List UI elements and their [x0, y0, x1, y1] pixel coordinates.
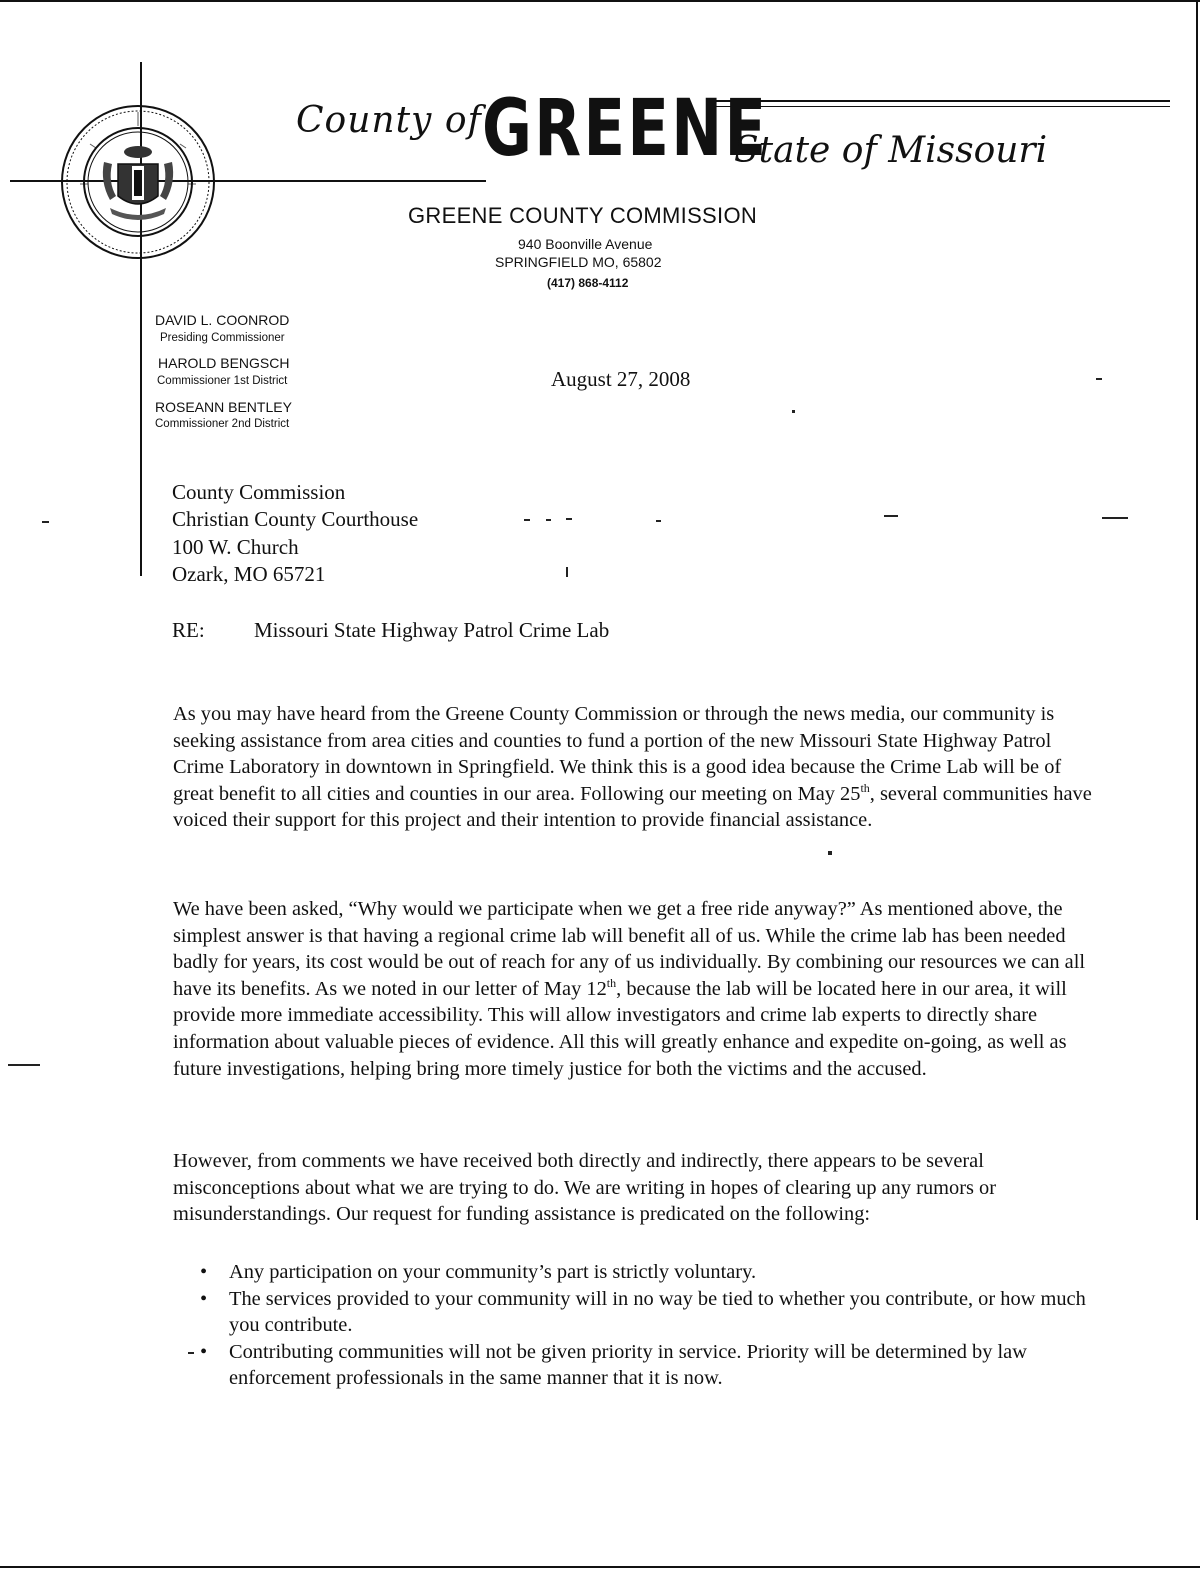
- letterhead-horizontal-rule-right-top: [706, 100, 1170, 102]
- scan-speck: [188, 1352, 194, 1354]
- list-item: • Contributing communities will not be given priority in service. Priority will be determined by law enforcement professionals in the same manner that it is now.: [200, 1340, 1027, 1390]
- bullet-icon: •: [200, 1287, 208, 1310]
- scan-speck: [792, 410, 795, 413]
- recipient-line: 100 W. Church: [172, 535, 299, 559]
- scan-speck: [566, 518, 572, 520]
- address-street: 940 Boonville Avenue: [518, 236, 653, 252]
- letter-date: August 27, 2008: [551, 367, 691, 391]
- list-item: • The services provided to your community will in no way be tied to whether you contribute, or how much you contribute.: [200, 1287, 1086, 1337]
- county-name-logo: GREENE: [482, 84, 769, 174]
- letterhead-horizontal-rule-right-bottom: [706, 106, 1170, 107]
- scan-speck: [524, 519, 530, 521]
- body-paragraph: As you may have heard from the Greene County Commission or through the news media, our community is seeking assistance from area cities and counties to fund a portion of the new Missouri State Highway Patrol Crime Laboratory in downtown in Springfield. We think this is a good idea because the Crime Lab will be of great benefit to all cities and counties in our area. Following our meeting on May 25th, several communities have voiced their support for this project and their intention to provide financial assistance.: [173, 703, 1092, 832]
- state-of-missouri-script: State of Missouri: [734, 130, 1048, 171]
- commissioner-title: Commissioner 1st District: [157, 375, 288, 387]
- bullet-icon: •: [200, 1261, 208, 1283]
- commissioner-name: HAROLD BENGSCH: [158, 355, 290, 371]
- address-city: SPRINGFIELD MO, 65802: [495, 254, 662, 270]
- subject-line: [172, 618, 609, 643]
- bottom-border-line: [0, 1566, 1200, 1568]
- recipient-line: Ozark, MO 65721: [172, 562, 326, 586]
- scan-speck: [1102, 517, 1128, 519]
- list-item: • Any participation on your community’s part is strictly voluntary.: [200, 1259, 1100, 1286]
- commissioner-title: Commissioner 2nd District: [155, 418, 290, 430]
- scan-speck: [656, 520, 661, 522]
- subject-text: Missouri State Highway Patrol Crime Lab: [254, 618, 610, 642]
- body-paragraph: However, from comments we have received both directly and indirectly, there appears to be several misconceptions about what we are trying to do. We are writing in hopes of clearing up any rumors or misunderstandings. Our request for funding assistance is predicated on the following:: [173, 1150, 997, 1226]
- right-border-line: [1196, 0, 1198, 1220]
- commission-title: GREENE COUNTY COMMISSION: [408, 203, 758, 228]
- bullet-icon: •: [200, 1340, 208, 1363]
- body-paragraph: We have been asked, “Why would we participate when we get a free ride anyway?” As mentioned above, the simplest answer is that having a regional crime lab will benefit all of us. While the crime lab has been needed badly for years, its cost would be out of reach for any of us individually. By combining our resources we can all have its benefits. As we noted in our letter of May 12th, because the lab will be located here in our area, it will provide more immediate accessibility. This will allow investigators and crime lab experts to directly share information about valuable pieces of evidence. All this will greatly enhance and expedite on-going, as well as future investigations, helping bring more timely justice for both the victims and the accused.: [173, 898, 1086, 1080]
- recipient-line: Christian County Courthouse: [172, 507, 419, 531]
- top-border-line: [0, 0, 1200, 2]
- commissioner-name: ROSEANN BENTLEY: [155, 399, 292, 415]
- scan-speck: [546, 519, 551, 521]
- subject-label: RE:: [172, 618, 205, 642]
- scan-speck: [42, 521, 49, 523]
- scan-speck: [566, 567, 568, 577]
- county-seal-icon: [60, 104, 216, 260]
- commissioner-title: Presiding Commissioner: [160, 332, 285, 344]
- scan-speck: [828, 851, 832, 855]
- conditions-list: [200, 1259, 1100, 1392]
- county-of-script: County of: [296, 100, 482, 141]
- recipient-line: County Commission: [172, 480, 346, 504]
- commissioner-name: DAVID L. COONROD: [155, 312, 290, 328]
- scan-speck: [1096, 378, 1102, 380]
- scan-speck: [884, 515, 898, 517]
- phone-number: (417) 868-4112: [547, 276, 629, 290]
- scan-speck: [8, 1064, 40, 1066]
